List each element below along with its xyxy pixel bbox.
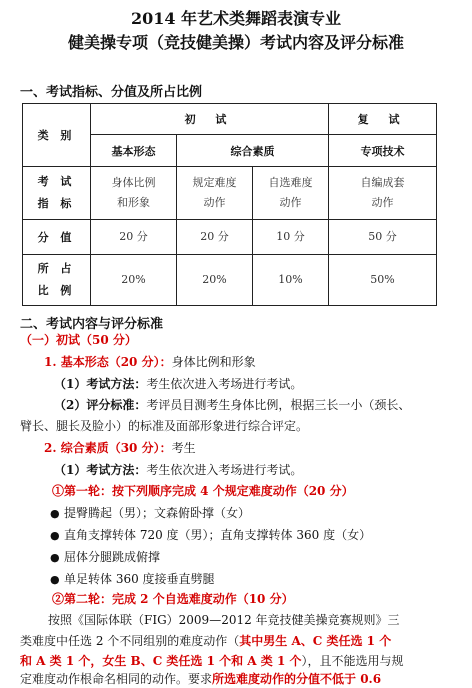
table-category-header: 类 别 (23, 104, 91, 167)
paragraph-highlight: 所选难度动作的分值不低于 0.6 (212, 672, 382, 686)
section-heading-1: 一、考试指标、分值及所占比例 (20, 85, 203, 100)
table-row-label-indicator: 考 试 指 标 (23, 167, 91, 220)
list-item-text: 提臀腾起（男）；文森俯卧撑（女） (64, 506, 251, 520)
bullet-icon: ● (50, 507, 60, 520)
table-cell: 自编成套 动作 (329, 167, 437, 220)
paragraph-line-4 (20, 670, 381, 688)
paragraph-line-1: 按照《国际体联（FIG）2009—2012 年竞技健美操竞赛规则》三 (48, 613, 400, 627)
table-first-round-header: 初 试 (91, 104, 329, 135)
table-subheader-quality: 综合素质 (177, 135, 329, 167)
paragraph-text: ），且不能选用与规 (301, 654, 404, 668)
table-cell: 20 分 (91, 220, 177, 255)
paragraph-line-2 (20, 632, 391, 650)
table-row-label-score: 分 值 (23, 220, 91, 255)
doc-title-line2: 健美操专项（竞技健美操）考试内容及评分标准 (67, 33, 404, 52)
doc-title-line1: 2014 年艺术类舞蹈表演专业 (130, 9, 342, 28)
section-heading-2: 二、考试内容与评分标准 (20, 317, 164, 332)
criteria-text: 考评员目测考生身体比例，根据三长一小（颈长、 (146, 398, 411, 412)
round-two-heading: ②第二轮：完成 2 个自选难度动作（10 分） (52, 592, 294, 606)
list-item (50, 570, 215, 589)
list-item (50, 526, 371, 545)
method-label-2: （1）考试方法： (54, 463, 147, 477)
criteria-line (54, 396, 410, 414)
bullet-icon: ● (50, 529, 60, 542)
bullet-icon: ● (50, 551, 60, 564)
table-cell: 10% (253, 255, 329, 306)
table-cell: 10 分 (253, 220, 329, 255)
list-item (50, 548, 160, 567)
item-basic-form-title: 1. 基本形态（20 分）： (44, 355, 172, 369)
table-cell: 50% (329, 255, 437, 306)
paragraph-highlight: 其中男生 A、C 类任选 1 个 (239, 634, 392, 648)
paragraph-text: 类难度中任选 2 个不同组别的难度动作（ (20, 634, 240, 648)
round-one-heading: ①第一轮：按下列顺序完成 4 个规定难度动作（20 分） (52, 484, 354, 498)
table-cell: 20% (91, 255, 177, 306)
table-subheader-skill: 专项技术 (329, 135, 437, 167)
method-text: 考生依次进入考场进行考试。 (146, 377, 303, 391)
criteria-label: （2）评分标准： (54, 398, 147, 412)
item-quality-title: 2. 综合素质（30 分）： (44, 441, 172, 455)
table-second-round-header: 复 试 (329, 104, 437, 135)
table-cell: 自选难度 动作 (253, 167, 329, 220)
item-basic-form-desc: 身体比例和形象 (171, 355, 256, 369)
item-quality-desc: 考生 (171, 441, 196, 455)
subsection-first-round: （一）初试（50 分） (20, 333, 137, 347)
table-row-label-ratio: 所 占 比 例 (23, 255, 91, 306)
score-table (22, 103, 437, 306)
paragraph-text: 定难度动作根命名相同的动作。要求 (20, 672, 213, 686)
table-cell: 身体比例 和形象 (91, 167, 177, 220)
table-cell: 规定难度 动作 (177, 167, 253, 220)
list-item-text: 单足转体 360 度接垂直劈腿 (64, 572, 215, 586)
paragraph-highlight: 和 A 类 1 个，女生 B、C 类任选 1 个和 A 类 1 个 (20, 654, 302, 668)
list-item (50, 504, 250, 523)
paragraph-line-3 (20, 652, 404, 670)
table-subheader-basic-form: 基本形态 (91, 135, 177, 167)
list-item-text: 直角支撑转体 720 度（男）；直角支撑转体 360 度（女） (64, 528, 372, 542)
method-text-2: 考生依次进入考场进行考试。 (146, 463, 303, 477)
table-cell: 50 分 (329, 220, 437, 255)
item-basic-form (44, 353, 256, 371)
method-label: （1）考试方法： (54, 377, 147, 391)
method-line-2 (54, 461, 302, 479)
method-line-1 (54, 375, 302, 393)
table-cell: 20 分 (177, 220, 253, 255)
list-item-text: 屈体分腿跳成俯撑 (64, 550, 161, 564)
criteria-line-cont: 臂长、腿长及脸小）的标准及面部形象进行综合评定。 (20, 419, 309, 433)
table-cell: 20% (177, 255, 253, 306)
item-quality (44, 439, 196, 457)
bullet-icon: ● (50, 573, 60, 586)
